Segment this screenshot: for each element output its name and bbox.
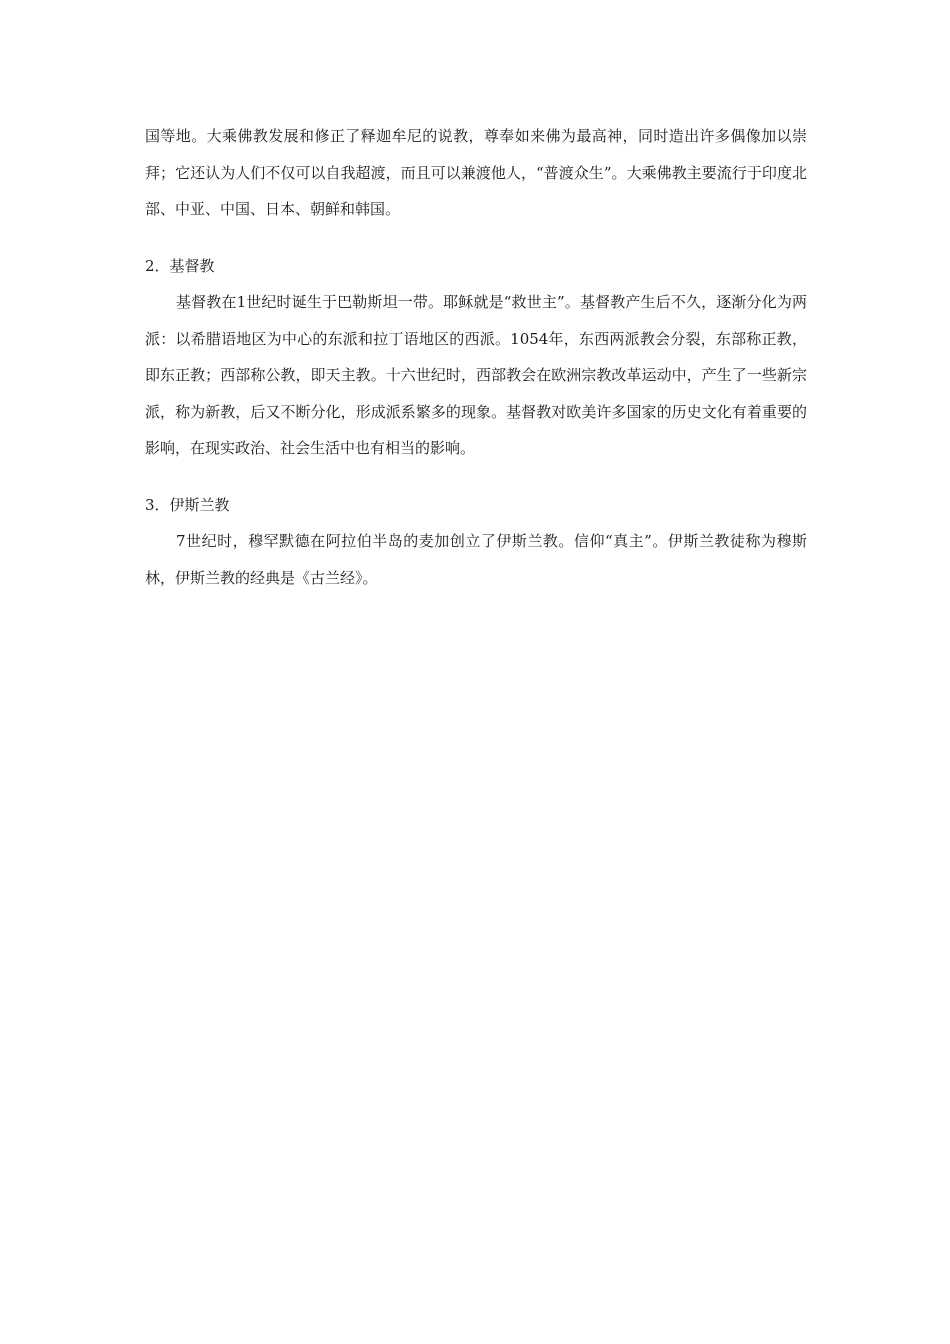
section-heading-islam: 3．伊斯兰教 xyxy=(145,495,230,514)
intro-paragraph: 国等地。大乘佛教发展和修正了释迦牟尼的说教，尊奉如来佛为最高神，同时造出许多偶像加以崇拜；它还认为人们不仅可以自我超渡，而且可以兼渡他人，“普渡众生”。大乘佛教主要流行于印度北部、中亚、中国、日本、朝鲜和韩国。 xyxy=(145,127,807,218)
section-heading-christianity: 2．基督教 xyxy=(145,256,215,275)
section-gap xyxy=(145,228,807,248)
section-body-islam: 7世纪时，穆罕默德在阿拉伯半岛的麦加创立了伊斯兰教。信仰“真主”。伊斯兰教徒称为穆斯林，伊斯兰教的经典是《古兰经》。 xyxy=(145,532,807,587)
section-gap xyxy=(145,467,807,487)
section-body-christianity: 基督教在1世纪时诞生于巴勒斯坦一带。耶稣就是“救世主”。基督教产生后不久，逐渐分化为两派：以希腊语地区为中心的东派和拉丁语地区的西派。1054年，东西两派教会分裂，东部称正教，即东正教；西部称公教，即天主教。十六世纪时，西部教会在欧洲宗教改革运动中，产生了一些新宗派，称为新教，后又不断分化，形成派系繁多的现象。基督教对欧美许多国家的历史文化有着重要的影响，在现实政治、社会生活中也有相当的影响。 xyxy=(145,293,807,457)
document-page xyxy=(145,118,807,596)
